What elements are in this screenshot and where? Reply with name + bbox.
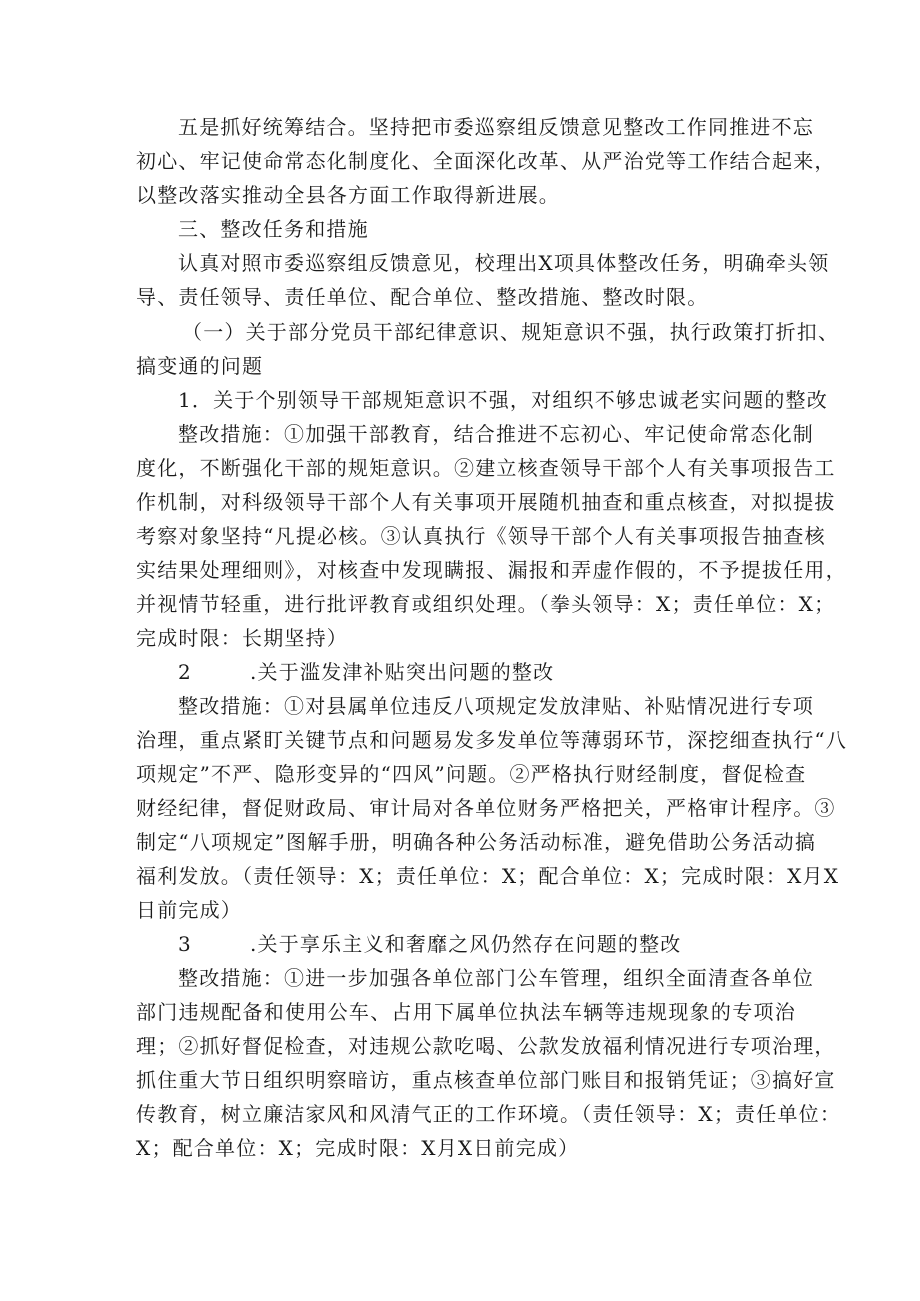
paragraph-line: 度化，不断强化干部的规矩意识。②建立核查领导干部个人有关事项报告工: [136, 456, 836, 480]
paragraph-line: 福利发放。（责任领导：X；责任单位：X；配合单位：X；完成时限：X月X: [136, 864, 840, 888]
subsection-heading: （一）关于部分党员干部纪律意识、规矩意识不强，执行政策打折扣、: [182, 320, 840, 344]
paragraph-line: 初心、牢记使命常态化制度化、全面深化改革、从严治党等工作结合起来，: [136, 149, 836, 173]
paragraph-line: 部门违规配备和使用公车、占用下属单位执法车辆等违规现象的专项治: [136, 1000, 796, 1024]
paragraph-line: 并视情节轻重，进行批评教育或组织处理。（拳头领导：X；责任单位：X；: [136, 592, 836, 616]
paragraph-line: 项规定”不严、隐形变异的“四风”问题。②严格执行财经制度，督促检查: [136, 762, 807, 786]
paragraph-line: X；配合单位：X；完成时限：X月X日前完成）: [136, 1136, 580, 1160]
item-heading: 1．关于个别领导干部规矩意识不强，对组织不够忠诚老实问题的整改: [178, 388, 828, 412]
paragraph-line: 整改措施：①加强干部教育，结合推进不忘初心、牢记使命常态化制: [178, 422, 814, 446]
paragraph-line: 认真对照市委巡察组反馈意见，校理出X项具体整改任务，明确牵头领: [178, 251, 830, 275]
item-number: 3: [178, 932, 192, 956]
paragraph-line: 财经纪律，督促财政局、审计局对各单位财务严格把关，严格审计程序。③: [136, 796, 836, 820]
item-heading: [178, 930, 796, 958]
paragraph-line: 以整改落实推动全县各方面工作取得新进展。: [136, 183, 560, 207]
paragraph-line: 考察对象坚持“凡提必核。③认真执行《领导干部个人有关事项报告抽查核: [136, 524, 826, 548]
subsection-heading: 搞变通的问题: [136, 354, 264, 378]
paragraph-line: 抓住重大节日组织明察暗访，重点核查单位部门账目和报销凭证；③搞好宣: [136, 1068, 836, 1092]
section-heading: 三、整改任务和措施: [178, 217, 369, 241]
paragraph-line: 日前完成）: [136, 898, 242, 922]
paragraph-line: 五是抓好统筹结合。坚持把市委巡察组反馈意见整改工作同推进不忘: [178, 115, 814, 139]
item-title: .关于享乐主义和奢靡之风仍然存在问题的整改: [249, 932, 682, 956]
paragraph-line: 导、责任领导、责任单位、配合单位、整改措施、整改时限。: [136, 285, 709, 309]
item-title: .关于滥发津补贴突出问题的整改: [249, 660, 555, 684]
paragraph-line: 理；②抓好督促检查，对违规公款吃喝、公款发放福利情况进行专项治理，: [136, 1034, 836, 1058]
paragraph-line: 制定“八项规定”图解手册，明确各种公务活动标准，避免借助公务活动搞: [136, 830, 817, 854]
paragraph-line: 整改措施：①对县属单位违反八项规定发放津贴、补贴情况进行专项: [178, 694, 814, 718]
paragraph-line: 完成时限：长期坚持）: [136, 626, 348, 650]
paragraph-line: 实结果处理细则》，对核查中发现瞒报、漏报和弄虚作假的，不予提拔任用，: [136, 558, 847, 582]
item-number: 2: [178, 660, 192, 684]
paragraph-line: 治理，重点紧盯关键节点和问题易发多发单位等薄弱环节，深挖细查执行“八: [136, 728, 848, 752]
paragraph-line: 整改措施：①进一步加强各单位部门公车管理，组织全面清查各单位: [178, 966, 814, 990]
paragraph-line: 传教育，树立廉洁家风和风清气正的工作环境。（责任领导：X；责任单位：: [136, 1102, 842, 1126]
item-heading: [178, 658, 796, 686]
paragraph-line: 作机制，对科级领导干部个人有关事项开展随机抽查和重点核查，对拟提拔: [136, 490, 836, 514]
